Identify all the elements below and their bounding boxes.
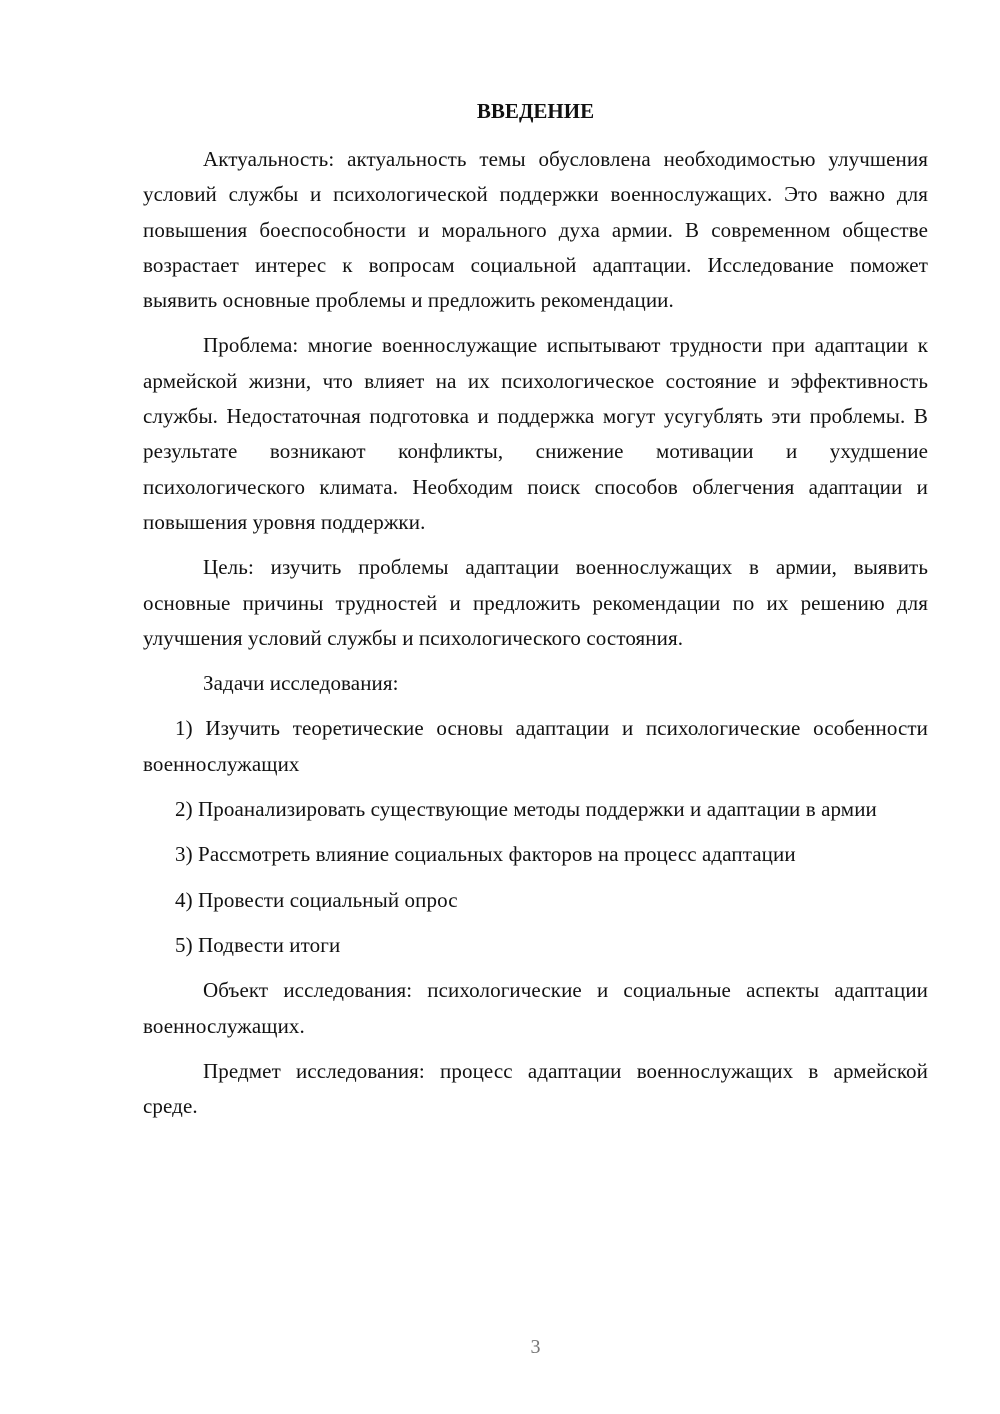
- paragraph-subject: Предмет исследования: процесс адаптации военнослужащих в армейской среде.: [143, 1058, 928, 1119]
- paragraph-goal: Цель: изучить проблемы адаптации военнослужащих в армии, выявить основные причины трудностей и предложить рекомендации по их решению для улучшения условий службы и психологического состояния.: [143, 555, 928, 650]
- document-body: [143, 142, 928, 1124]
- paragraph-problem: Проблема: многие военнослужащие испытывают трудности при адаптации к армейской жизни, что влияет на их психологическое состояние и эффективность службы. Недостаточная подготовка и поддержка могут усугублять эти проблемы. В результате возникают конфликты, снижение мотивации и ухудшение психологического климата. Необходим поиск способов облегчения адаптации и повышения уровня поддержки.: [143, 333, 928, 534]
- task-item-4: 4) Провести социальный опрос: [175, 887, 458, 912]
- task-item-3: 3) Рассмотреть влияние социальных факторов на процесс адаптации: [175, 842, 796, 867]
- document-title: ВВЕДЕНИЕ: [476, 99, 595, 123]
- paragraph-relevance: Актуальность: актуальность темы обусловлена необходимостью улучшения условий службы и психологической поддержки военнослужащих. Это важно для повышения боеспособности и морального духа армии. В современном обществе возрастает интерес к вопросам социальной адаптации. Исследование поможет выявить основные проблемы и предложить рекомендации.: [143, 147, 928, 313]
- document-page: [143, 0, 928, 1414]
- page-number: 3: [530, 1336, 541, 1358]
- task-item-2: 2) Проанализировать существующие методы поддержки и адаптации в армии: [175, 797, 877, 822]
- tasks-heading: Задачи исследования:: [203, 671, 399, 696]
- paragraph-object: Объект исследования: психологические и социальные аспекты адаптации военнослужащих.: [143, 978, 928, 1038]
- task-item-1: 1) Изучить теоретические основы адаптации и психологические особенности военнослужащих: [143, 716, 928, 776]
- task-item-5: 5) Подвести итоги: [175, 932, 341, 957]
